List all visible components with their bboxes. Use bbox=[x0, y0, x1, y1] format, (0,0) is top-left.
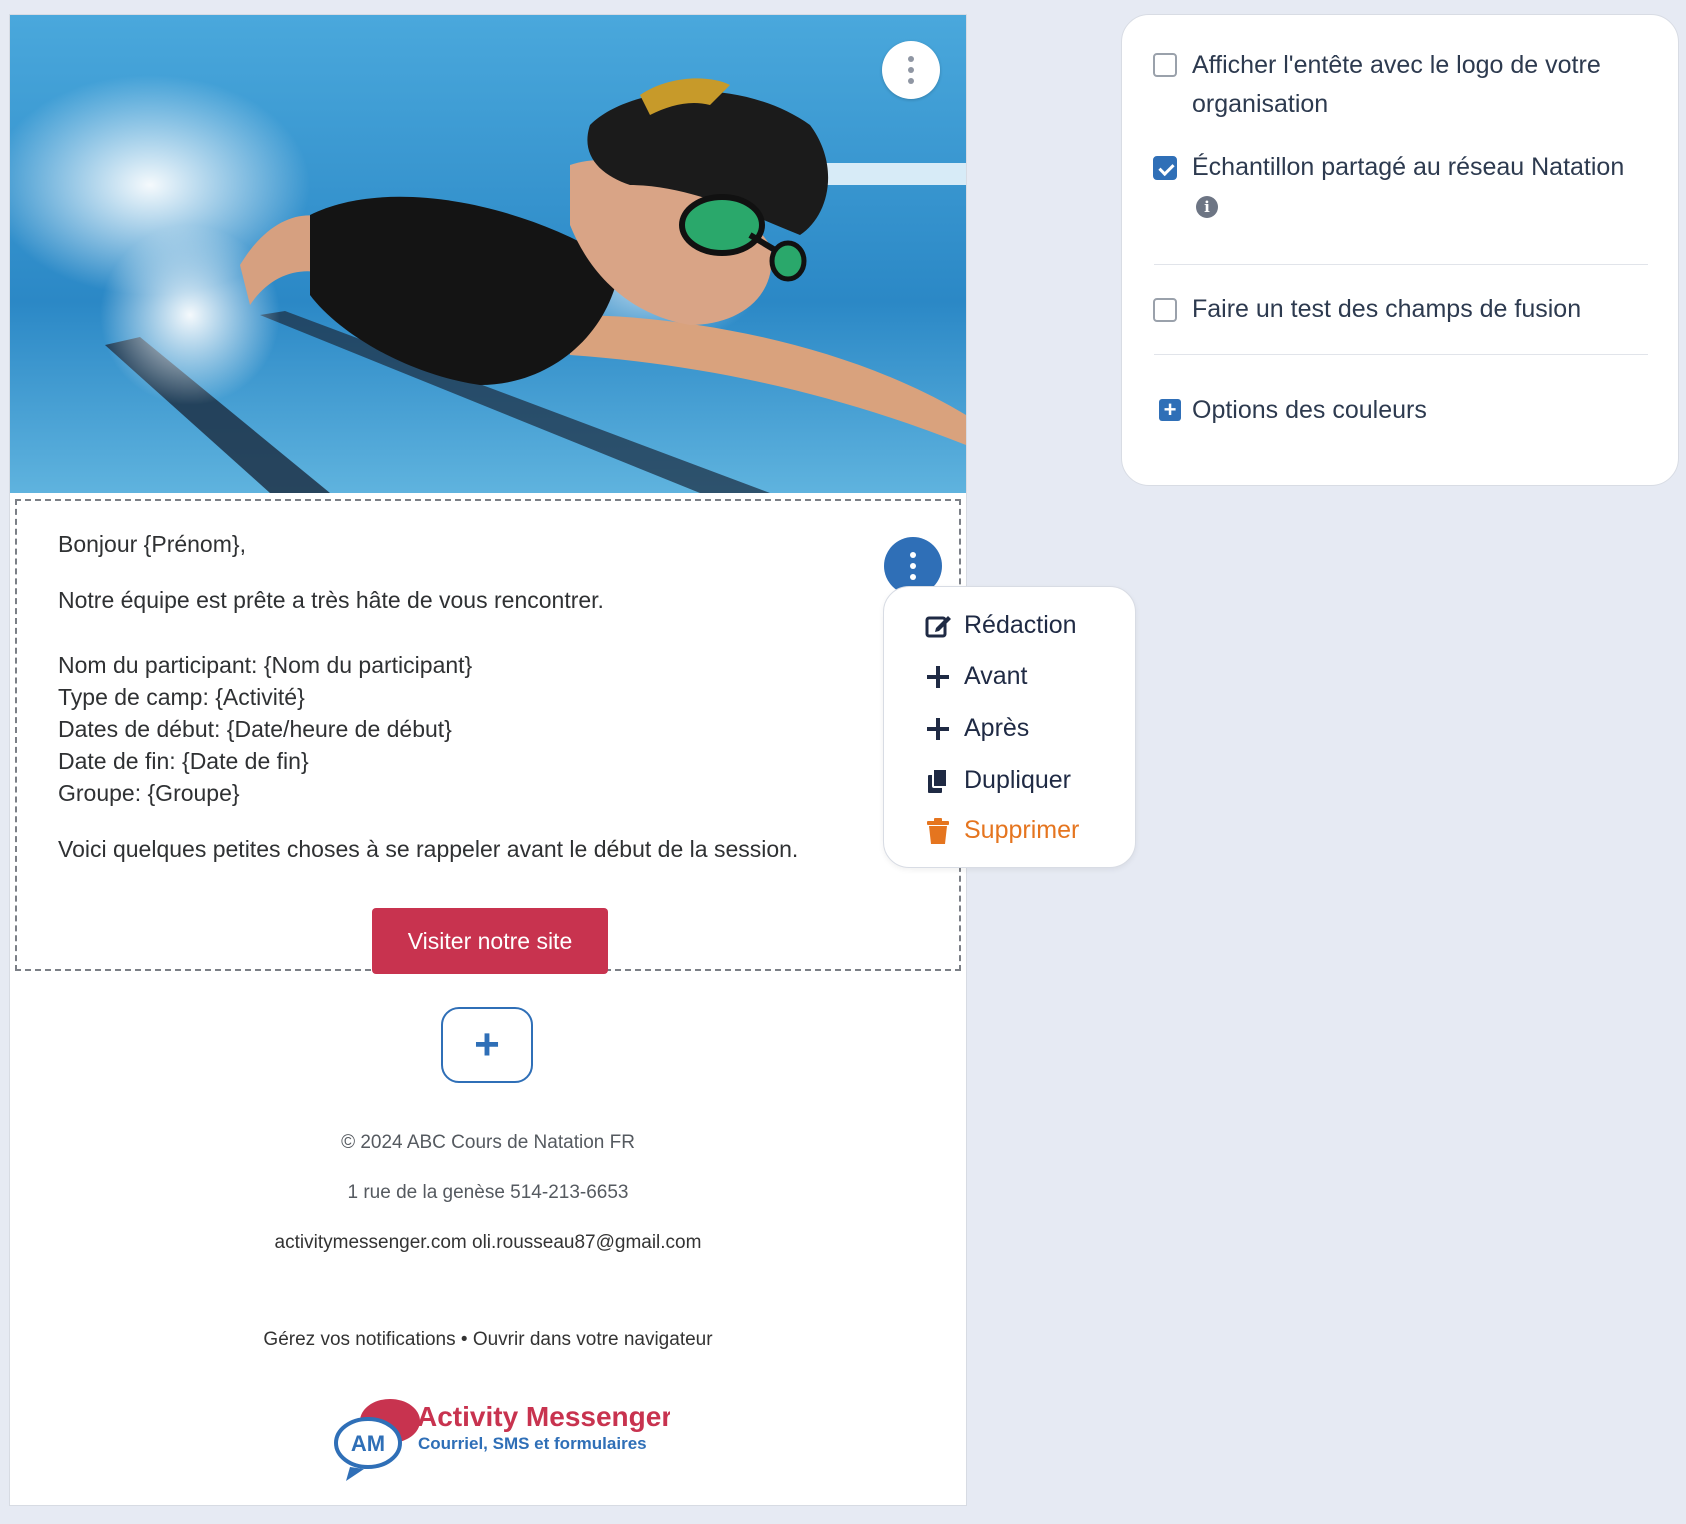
menu-item-label: Rédaction bbox=[964, 611, 1077, 639]
menu-item-avant[interactable] bbox=[924, 662, 1027, 691]
logo-title: Activity Messenger bbox=[417, 1401, 670, 1432]
plus-icon bbox=[924, 715, 952, 743]
merge-test-label[interactable]: Faire un test des champs de fusion bbox=[1192, 295, 1582, 323]
text-block-selected[interactable] bbox=[15, 499, 961, 971]
divider bbox=[1154, 354, 1648, 355]
menu-item-label: Dupliquer bbox=[964, 766, 1072, 794]
menu-item-label: Après bbox=[964, 714, 1030, 742]
detail-line: Groupe: {Groupe} bbox=[58, 780, 240, 806]
plus-square-icon[interactable]: + bbox=[1159, 399, 1181, 421]
footer-links[interactable]: Gérez vos notifications • Ouvrir dans votre navigateur bbox=[263, 1329, 713, 1350]
plus-icon bbox=[924, 663, 952, 691]
detail-line: Dates de début: {Date/heure de début} bbox=[58, 716, 452, 742]
detail-line: Nom du participant: {Nom du participant} bbox=[58, 652, 473, 678]
kebab-icon bbox=[910, 552, 916, 580]
add-block-button[interactable]: + bbox=[441, 1007, 533, 1083]
menu-item-supprimer[interactable] bbox=[924, 816, 1079, 845]
activity-messenger-logo bbox=[310, 1391, 670, 1481]
detail-line: Type de camp: {Activité} bbox=[58, 684, 305, 710]
menu-item-dupliquer[interactable] bbox=[924, 766, 1071, 795]
show-header-label[interactable]: Afficher l'entête avec le logo de votre organisation bbox=[1192, 51, 1601, 118]
menu-item-label: Avant bbox=[964, 662, 1028, 690]
copy-icon bbox=[924, 767, 952, 795]
menu-item-redaction[interactable] bbox=[924, 611, 1077, 640]
shared-sample-checkbox[interactable] bbox=[1153, 156, 1177, 180]
hero-options-button[interactable] bbox=[882, 41, 940, 99]
intro-text: Notre équipe est prête a très hâte de vous rencontrer. bbox=[58, 587, 604, 613]
menu-item-label: Supprimer bbox=[964, 816, 1080, 844]
footer-copyright: © 2024 ABC Cours de Natation FR bbox=[341, 1132, 635, 1153]
menu-item-apres[interactable] bbox=[924, 714, 1029, 743]
logo-badge: AM bbox=[350, 1431, 386, 1456]
info-icon[interactable]: i bbox=[1196, 196, 1218, 218]
trash-icon bbox=[924, 817, 952, 845]
visit-site-button[interactable]: Visiter notre site bbox=[372, 908, 608, 974]
block-context-menu bbox=[883, 586, 1136, 868]
reminder-text: Voici quelques petites choses à se rappeler avant le début de la session. bbox=[58, 836, 799, 862]
merge-test-checkbox[interactable] bbox=[1153, 298, 1177, 322]
divider bbox=[1154, 264, 1648, 265]
detail-line: Date de fin: {Date de fin} bbox=[58, 748, 309, 774]
kebab-icon bbox=[908, 56, 914, 84]
logo-subtitle: Courriel, SMS et formulaires bbox=[418, 1434, 647, 1453]
edit-icon bbox=[924, 612, 952, 640]
show-header-checkbox[interactable] bbox=[1153, 53, 1177, 77]
swimmer-photo bbox=[10, 15, 966, 493]
email-preview bbox=[9, 14, 967, 1506]
color-options-toggle[interactable]: Options des couleurs bbox=[1192, 396, 1427, 424]
shared-sample-label[interactable]: Échantillon partagé au réseau Natation bbox=[1192, 153, 1625, 181]
footer-contact[interactable]: activitymessenger.com oli.rousseau87@gmail.com bbox=[274, 1232, 702, 1253]
greeting-text: Bonjour {Prénom}, bbox=[58, 531, 246, 557]
hero-image[interactable] bbox=[10, 15, 966, 493]
settings-panel bbox=[1121, 14, 1679, 486]
footer-address: 1 rue de la genèse 514-213-6653 bbox=[347, 1182, 629, 1203]
